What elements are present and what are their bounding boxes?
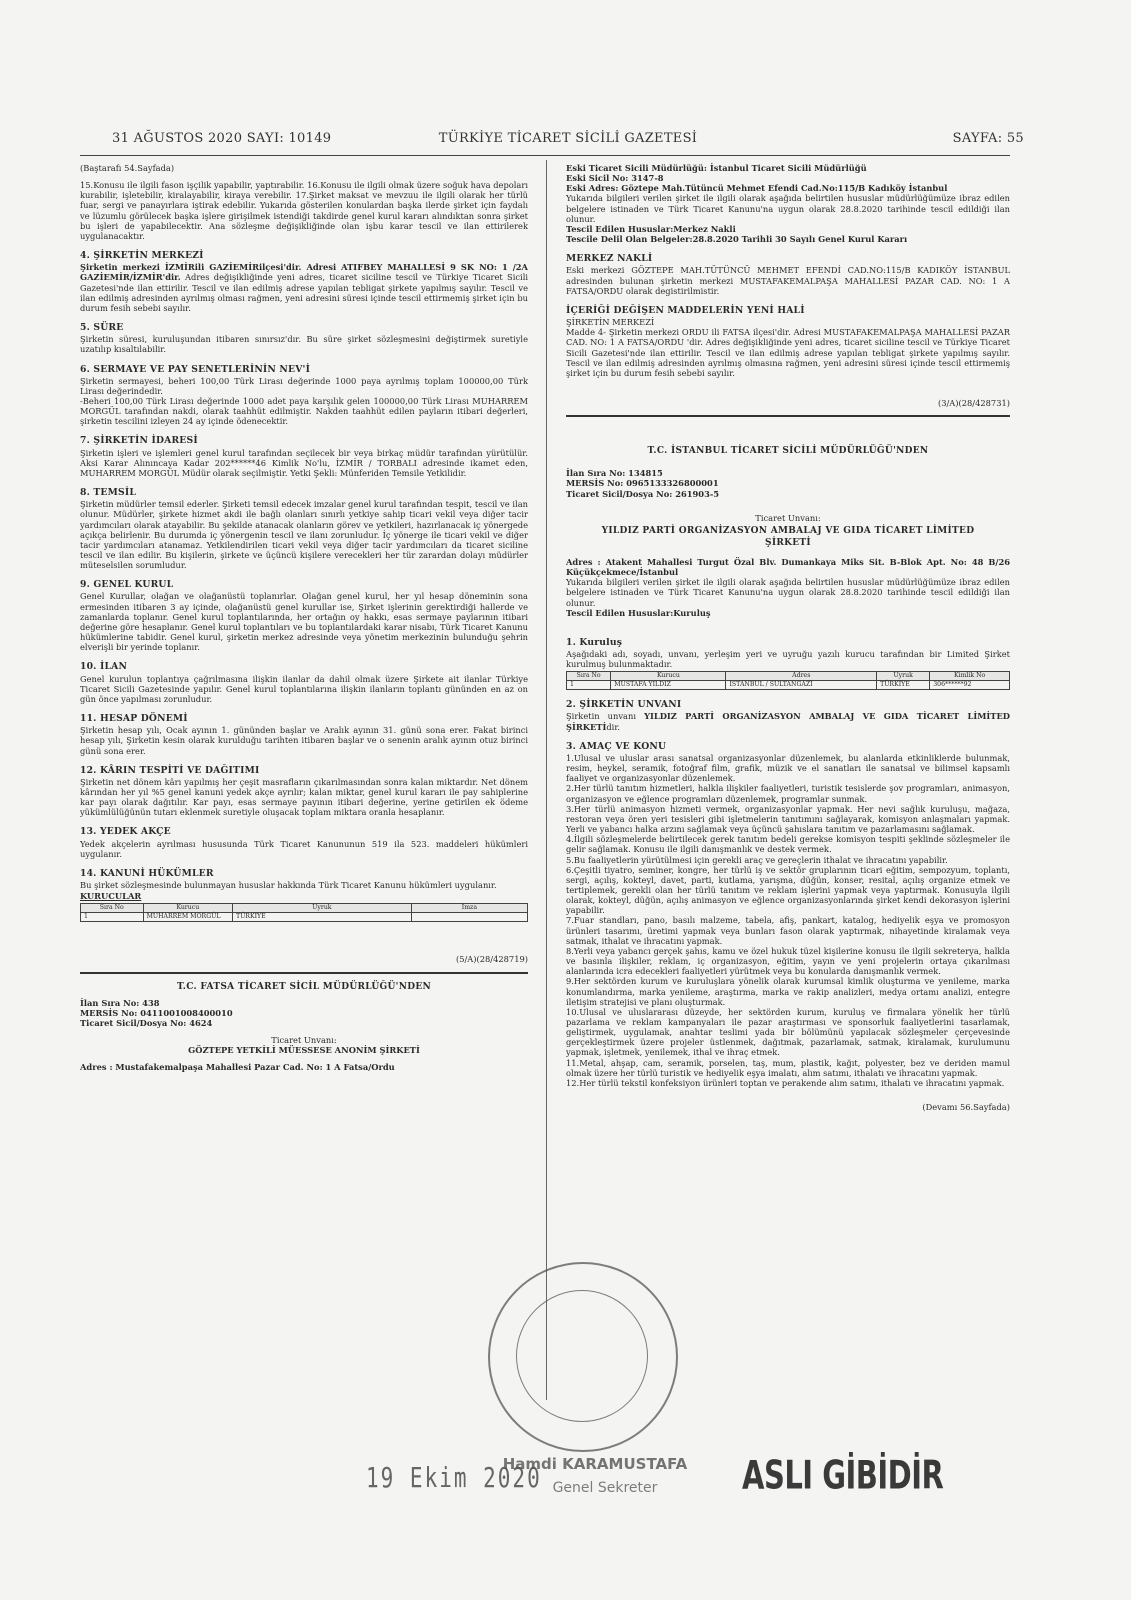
fatsa-registry-title: T.C. FATSA TİCARET SİCİL MÜDÜRLÜĞÜ'NDEN — [176, 981, 432, 992]
section-2-suffix: dir. — [606, 721, 621, 732]
ist-unvan: YILDIZ PARTİ ORGANİZASYON AMBALAJ VE GIDA TİCARET LİMİTED ŞİRKETİ — [601, 525, 975, 548]
ist-sicil-no: Ticaret Sicil/Dosya No: 261903-5 — [566, 488, 720, 499]
fatsa-unvan-label: Ticaret Unvanı: — [271, 1035, 337, 1046]
section-7-title: 7. ŞİRKETİN İDARESİ — [80, 435, 198, 447]
section-separator — [80, 972, 528, 974]
table-row — [81, 913, 528, 922]
page-number: SAYFA: 55 — [952, 131, 1024, 146]
table-cell: 306******92 — [930, 681, 1010, 690]
section-2-text — [566, 711, 1010, 731]
section-8-text: Şirketin müdürler temsil ederler. Şirketi temsil edecek imzalar genel kurul tarafından tespit, tescil ve ilan olunur. Müdürler, şirkete hizmet akdi ile bağlı olanları sınırlı yetkiye sahip ticari vekil veya diğer tacir yardımcıları olarak atayabilir. Bu şekilde atanacak olanların görev ve yetkileri, hazırlanacak iç yönergede açıkça belirlenir. Bu durumda iç yönergenin tescil ve ilanı zorunludur. İç yönerge ile ticari vekil ve diğer tacir yardımcıları atanamaz. Yetkilendirilen ticari vekil veya diğer tacir yardımcıları da ticaret siciline tescil ve ilan edilir. Bu kişilerin, şirkete ve üçüncü kişilere verecekleri her tür zarardan dolayı müdürler müteselsilen sorumludur. — [80, 499, 528, 571]
date-stamp: 19 Ekim 2020 — [366, 1462, 542, 1494]
purpose-item: 4.İlgili sözleşmelerde belirtilecek gerek tanıtım bedeli gerekse komisyon tespiti şeklinde sözleşmeler ile gelir sağlamak. Konusu ile ilgili danışmanlık ve destek vermek. — [566, 834, 1010, 855]
official-seal — [488, 1262, 678, 1452]
section-11-text: Şirketin hesap yılı, Ocak ayının 1. gününden başlar ve Aralık ayının 31. günü sona erer. Fakat birinci hesap yılı, Şirketin kesin olarak kurulduğu tarihten itibaren başlar ve o senenin aralık ayının otuz birinci günü sona erer. — [80, 725, 528, 756]
section-10-title: 10. İLAN — [80, 661, 128, 673]
founders-header: İmza — [411, 904, 527, 913]
reference-number: (5/A)(28/428719) — [455, 954, 528, 965]
purpose-item: 3.Her türlü animasyon hizmeti vermek, organizasyonlar yapmak. Her nevi sağlık kuruluşu, mağaza, restoran veya ören yeri tesisleri gibi işletmelerin tanıtımını sağlayarak, komisyon anlaşmaları yapmak. Yerli ve yabancı halka arzını sağlamak veya üçüncü şahıslara tanıtım ve pazarlamasını sağlamak. — [566, 803, 1010, 835]
section-4-title: 4. ŞİRKETİN MERKEZİ — [80, 250, 204, 262]
table-cell: İSTANBUL / SULTANGAZİ — [726, 681, 877, 690]
changed-articles-subtitle: ŞİRKETİN MERKEZİ — [566, 317, 655, 328]
old-sicil: Eski Sicil No: 3147-8 — [566, 173, 664, 184]
left-column — [80, 163, 528, 1413]
istanbul-registry-title: T.C. İSTANBUL TİCARET SİCİLİ MÜDÜRLÜĞÜ'NDEN — [647, 446, 929, 457]
registered-items: Tescil Edilen Hususlar:Merkez Nakli — [566, 223, 736, 234]
section-11-title: 11. HESAP DÖNEMİ — [80, 713, 188, 725]
right-column — [566, 163, 1010, 1453]
purpose-item: 1.Ulusal ve uluslar arası sanatsal organizasyonlar düzenlemek, bu alanlarda etkinliklerde bulunmak, resim, heykel, seramik, fotoğraf film, grafik, müzik ve el sanatları ile sanatsal ve bilimsel kapsamlı faaliyet ve organizasyonlar düzenlemek. — [566, 752, 1010, 784]
table-cell: 1 — [567, 681, 611, 690]
intro-paragraph: 15.Konusu ile ilgili fason işçilik yapabilir, yaptırabilir. 16.Konusu ile ilgili olmak üzere soğuk hava depoları kurabilir, işletebilir, kiralayabilir, kiraya verebilir. 17.Şirket maksat ve mevzuu ile ilgili olarak her türlü fuar, sergi ve panayırlara iştirak edebilir. Yukarıda gösterilen konulardan başka ilerde şirket için faydalı ve lüzumlu görülecek başka işlere girişilmek istendiği takdirde genel kurul kararı alındıktan sonra şirket bu işleri de yapabilecektir. Ana sözleşme değişikliğinde olan işbu karar tescil ve ilan ettirilerek uygulanacaktır. — [80, 180, 528, 241]
section-6-text-1: Şirketin sermayesi, beheri 100,00 Türk Lirası değerinde 1000 paya ayrılmış toplam 100000,00 Türk Lirası değerindedir. — [80, 375, 528, 396]
old-address: Eski Adres: Göztepe Mah.Tütüncü Mehmet Efendi Cad.No:115/B Kadıköy İstanbul — [566, 183, 948, 194]
ist-mersis-no: MERSİS No: 0965133326800001 — [566, 478, 719, 489]
ist-unvan-label: Ticaret Unvanı: — [755, 512, 821, 523]
changed-articles-text: Madde 4- Şirketin merkezi ORDU ili FATSA ilçesi'dir. Adresi MUSTAFAKEMALPAŞA MAHALLESİ PAZAR CAD. NO: 1 A FATSA/ORDU 'dir. Adres değişikliğinde yeni adres, ticaret siciline tescil ve Türkiye Ticaret Sicili Gazetesi'nde ilan ettirilir. Tescil ve ilan edilmiş adrese yapılan tebligat şirkete yapılmış sayılır. Tescil ve ilan edilmiş adresinden ayrılmış olmasına rağmen, yeni adresini süresi içinde tescil ettirmemiş şirket için bu durum fesih sebebi sayılır. — [566, 327, 1010, 378]
founder-header: Sıra No — [567, 672, 611, 681]
ist-ilan-no: İlan Sıra No: 134815 — [566, 468, 663, 479]
purpose-item: 2.Her türlü tanıtım hizmetleri, halkla ilişkiler faaliyetleri, turistik tesislerde şov programları, animasyon, organizasyon ve eğlence programları düzenlemek, programlar sunmak. — [566, 783, 1010, 804]
page-header — [112, 131, 1024, 151]
table-cell: MUSTAFA YILDIZ — [611, 681, 726, 690]
section-12-title: 12. KÂRIN TESPİTİ VE DAĞITIMI — [80, 764, 260, 776]
section-12-text: Şirketin net dönem kârı yapılmış her çeşit masrafların çıkarılmasından sonra kalan miktardır. Net dönem kârından her yıl %5 genel kanuni yedek akçe ayrılır; kalan miktar, genel kurul kararı ile pay sahiplerine kar payı olarak dağıtılır. Kar payı, esas sermaye payının itibari değerine, yerine getirilen ek ödeme yükümlülüğünün tutarı eklenmek suretiyle oluşacak toplam miktara oranla hesaplanır. — [80, 776, 528, 818]
founder-header: Uyruk — [877, 672, 930, 681]
signatory-title: Genel Sekreter — [552, 1480, 658, 1496]
table-cell — [411, 913, 527, 922]
section-1-text: Aşağıdaki adı, soyadı, unvanı, yerleşim yeri ve uyruğu yazılı kurucu tarafından bir Limited Şirket kurulmuş bulunmaktadır. — [566, 649, 1010, 670]
merkez-nakli-text: Eski merkezi GÖZTEPE MAH.TÜTÜNCÜ MEHMET EFENDİ CAD.NO:115/B KADIKÖY İSTANBUL adresinden bulunan şirketin merkezi MUSTAFAKEMALPAŞA MAHALLESİ PAZAR CAD. NO: 1 A FATSA/ORDU olarak degistirilmistir. — [566, 265, 1010, 296]
fatsa-adres: Adres : Mustafakemalpaşa Mahallesi Pazar Cad. No: 1 A Fatsa/Ordu — [80, 1062, 395, 1073]
header-rule — [80, 155, 1010, 156]
old-registry: Eski Ticaret Sicili Müdürlüğü: İstanbul Ticaret Sicili Müdürlüğü — [566, 163, 867, 173]
section-4-body: Adres değişikliğinde yeni adres, ticaret siciline tescil ve Türkiye Ticaret Sicili Gazetesi'nde ilan ettirilir. Tescil ve ilan edilmiş adrese yapılan tebligat şirkete yapılmış sayılır. Tescil ve ilan edilmiş adresinden ayrılmış olması rağmen, yeni adresini süresi içinde tescil ettirmemiş şirket için bu durum fesih sebebi sayılır. — [80, 272, 529, 313]
continued-note: (Baştarafı 54.Sayfada) — [80, 163, 175, 173]
section-9-title: 9. GENEL KURUL — [80, 579, 174, 591]
section-6-text-2: -Beheri 100,00 Türk Lirası değerinde 1000 adet paya karşılık gelen 100000,00 Türk Lirası MUHARREM MORGÜL tarafından nakdi, olarak taahhüt edilmiştir. Nakden taahhüt edilen payların itibari değerleri, şirketin tescilini izleyen 24 ay içinde ödenecektir. — [80, 395, 528, 427]
section-separator — [566, 415, 1010, 417]
purpose-item: 11.Metal, ahşap, cam, seramik, porselen, taş, mum, plastik, kağıt, polyester, bez ve deriden mamul olmak üzere her türlü turistik ve hediyelik eşya imalatı, alım satımı, ithalatı ve ihracatını yapmak. — [566, 1057, 1010, 1078]
merkez-nakli-title: MERKEZ NAKLİ — [566, 253, 653, 265]
purpose-item: 8.Yerli veya yabancı gerçek şahıs, kamu ve özel hukuk tüzel kişilerine konusu ile ilgili sekreterya, halkla ve basınla ilişkiler, reklam, iç organizasyon, eğitim, yayın ve yeni projelerin ortaya çıkarılması alanlarında icra edecekleri faaliyetleri yürütmek veya bu konularda danışmanlık vermek. — [566, 945, 1010, 977]
seal-inner-ring — [516, 1290, 648, 1422]
founders-table — [80, 903, 528, 922]
fatsa-unvan: GÖZTEPE YETKİLİ MÜESSESE ANONİM ŞİRKETİ — [188, 1045, 420, 1056]
founder-header: Adres — [726, 672, 877, 681]
table-cell: 1 — [81, 913, 144, 922]
intro-paragraph: Yukarıda bilgileri verilen şirket ile ilgili olarak aşağıda belirtilen hususlar müdürlüğümüze ibraz edilen belgelere istinaden ve Türk Ticaret Kanunu'na uygun olarak 28.8.2020 tarihinde tescil edildiği ilan olunur. — [566, 193, 1010, 224]
fatsa-sicil-no: Ticaret Sicil/Dosya No: 4624 — [80, 1018, 213, 1028]
section-5-title: 5. SÜRE — [80, 322, 124, 334]
section-4-address: Şirketin merkezi İZMİRili GAZİEMİRilçesi'dir. Adresi ATIFBEY MAHALLESİ 9 SK NO: 1 /2A GAZİEMİR/İZMİR'dir. — [80, 262, 528, 283]
section-10-text: Genel kurulun toplantıya çağrılmasına ilişkin ilanlar da dahil olmak üzere Şirkete ait ilanlar Türkiye Ticaret Sicili Gazetesinde yapılır. Genel kurul toplantılarına ilişkin ilanların toplantı gününden en az on gün önce yapılması zorunludur. — [80, 673, 528, 704]
founders-header: Uyruk — [232, 904, 411, 913]
reference-number: (3/A)(28/428731) — [937, 397, 1010, 408]
purpose-list — [566, 753, 1010, 1088]
table-row — [567, 681, 1010, 690]
founder-header: Kurucu — [611, 672, 726, 681]
table-cell: TÜRKİYE — [232, 913, 411, 922]
section-14-title: 14. KANUNİ HÜKÜMLER — [80, 867, 214, 879]
section-14-text: Bu şirket sözleşmesinde bulunmayan hususlar hakkında Türk Ticaret Kanunu hükümleri uygulanır. — [80, 880, 497, 891]
registered-items-2: Tescil Edilen Hususlar:Kuruluş — [566, 607, 711, 618]
signatory-name: Hamdi KARAMUSTAFA — [502, 1455, 688, 1473]
founders-header: Kurucu — [143, 904, 232, 913]
section-8-title: 8. TEMSİL — [80, 487, 136, 499]
section-13-title: 13. YEDEK AKÇE — [80, 826, 171, 838]
issue-date: 31 AĞUSTOS 2020 SAYI: 10149 — [112, 131, 332, 146]
fatsa-ilan-no: İlan Sıra No: 438 — [80, 997, 160, 1008]
founders-title: KURUCULAR — [80, 891, 142, 902]
section-5-text: Şirketin süresi, kuruluşundan itibaren sınırsız'dır. Bu süre şirket sözleşmesini değiştirmek suretiyle uzatılıp kısaltılabilir. — [80, 334, 528, 355]
section-7-text: Şirketin işleri ve işlemleri genel kurul tarafından seçilecek bir veya birkaç müdür tarafından yürütülür. Aksi Karar Alınıncaya Kadar 202******46 Kimlik No'lu, İZMİR / TORBALI adresinde ikamet eden, MUHARREM MORGÜL Müdür olarak seçilmiştir. Yetki Şekli: Münferiden Temsile Yetkilidir. — [80, 447, 528, 478]
section-1-title: 1. Kuruluş — [566, 636, 623, 648]
founders-header: Sıra No — [81, 904, 144, 913]
continued-next: (Devamı 56.Sayfada) — [922, 1102, 1010, 1113]
evidence-docs: Tescile Delil Olan Belgeler:28.8.2020 Tarihli 30 Sayılı Genel Kurul Kararı — [566, 234, 908, 245]
section-2-company: YILDIZ PARTİ ORGANİZASYON AMBALAJ VE GIDA TİCARET LİMİTED ŞİRKETİ — [566, 711, 1011, 732]
intro-paragraph-2: Yukarıda bilgileri verilen şirket ile ilgili olarak aşağıda belirtilen hususlar müdürlüğümüze ibraz edilen belgelere istinaden ve Türk Ticaret Kanunu'na uygun olarak 28.8.2020 tarihinde tescil edildiği ilan olunur. — [566, 577, 1010, 608]
purpose-item: 6.Çeşitli tiyatro, seminer, kongre, her türlü iş ve sektör gruplarının ticari eğitim, sempozyum, toplantı, sergi, açılış, kokteyl, davet, parti, kutlama, yarışma, düğün, konser, resital, açılış organize etmek ve tertiplemek, gerekli olan her türlü tanıtım ve reklam işlerini yapmak veya yaptırmak. Konusuyla ilgili olarak, kokteyl, düğün, açılış animasyon ve eğlence organizasyonlarında şirket kendi dekorasyon işlerini yapabilir. — [566, 864, 1010, 916]
section-3-title: 3. AMAÇ VE KONU — [566, 740, 667, 752]
founder-header: Kimlik No — [930, 672, 1010, 681]
table-cell: TÜRKİYE — [877, 681, 930, 690]
ist-adres: Adres : Atakent Mahallesi Turgut Özal Blv. Dumankaya Miks Sit. B-Blok Apt. No: 48 B/26 Küçükçekmece/İstanbul — [566, 556, 1010, 578]
gazette-title: TÜRKİYE TİCARET SİCİLİ GAZETESİ — [438, 131, 698, 146]
section-13-text: Yedek akçelerin ayrılması hususunda Türk Ticaret Kanununun 519 ila 523. maddeleri hükümleri uygulanır. — [80, 838, 528, 859]
table-cell: MUHARREM MORGÜL — [143, 913, 232, 922]
column-divider — [546, 160, 547, 1400]
purpose-item: 10.Ulusal ve uluslararası düzeyde, her sektörden kurum, kuruluş ve firmalara yönelik her türlü pazarlama ve reklam kampanyaları ile pazar araştırması ve sponsorluk faaliyetlerini tasarlamak, geliştirmek, uygulamak, anahtar teslimi yada bir bölümünü yapılacak sözleşmeler çerçevesinde gerçekleştirmek üzere projeler üstlenmek, dağıtmak, pazarlamak, satmak, kiralamak, kurulumunu yapmak, işletmek, yenilemek, ithal ve ihraç etmek. — [566, 1006, 1010, 1058]
purpose-item: 5.Bu faaliyetlerin yürütülmesi için gerekli araç ve gereçlerin ithalat ve ihracatını yapabilir. — [566, 854, 948, 865]
section-2-title: 2. ŞİRKETİN UNVANI — [566, 699, 682, 711]
certified-copy-stamp: ASLI GİBİDİR — [742, 1452, 944, 1498]
purpose-item: 12.Her türlü tekstil konfeksiyon ürünleri toptan ve perakende alım satımı, ithalatı ve ihracatını yapmak. — [566, 1077, 1005, 1088]
section-9-text: Genel Kurullar, olağan ve olağanüstü toplanırlar. Olağan genel kurul, her yıl hesap döneminin sona ermesinden itibaren 3 ay içinde, olağanüstü genel kurullar ise, Şirket işlerinin gerektirdiği hallerde ve zamanlarda toplanır. Genel kurul toplantılarında, her ortağın oy hakkı, esas sermaye paylarının itibari değerine göre hesaplanır. Genel kurul toplantıları ve bu toplantılardaki karar nisabı, Türk Ticaret Kanunu hükümlerine tabidir. Genel kurul, şirketin merkez adresinde veya yönetim merkezinin bulunduğu şehrin elverişli bir yerinde toplanır. — [80, 591, 528, 653]
founder-table — [566, 671, 1010, 690]
purpose-item: 7.Fuar standları, pano, basılı malzeme, tabela, afiş, pankart, katalog, hediyelik eşya ve promosyon ürünleri tasarımı, üretimi yapmak veya bunları fason olarak yaptırmak, nihayetinde kiralamak veya satmak, ithalat ve ihracatını yapmak. — [566, 915, 1010, 946]
changed-articles-title: İÇERİĞİ DEĞİŞEN MADDELERİN YENİ HALİ — [566, 304, 805, 316]
section-6-title: 6. SERMAYE VE PAY SENETLERİNİN NEV'İ — [80, 363, 311, 375]
section-2-prefix: Şirketin unvanı — [566, 711, 636, 722]
section-4-text — [80, 262, 528, 313]
fatsa-mersis-no: MERSİS No: 0411001008400010 — [80, 1007, 233, 1018]
purpose-item: 9.Her sektörden kurum ve kuruluşlara yönelik olarak kurumsal kimlik oluşturma ve yenileme, marka konumlandırma, marka yenileme, araştırma, marka ve rakip analizleri, medya ortamı analizi, entegre iletişim stratejisi ve planı oluşturmak. — [566, 976, 1010, 1007]
